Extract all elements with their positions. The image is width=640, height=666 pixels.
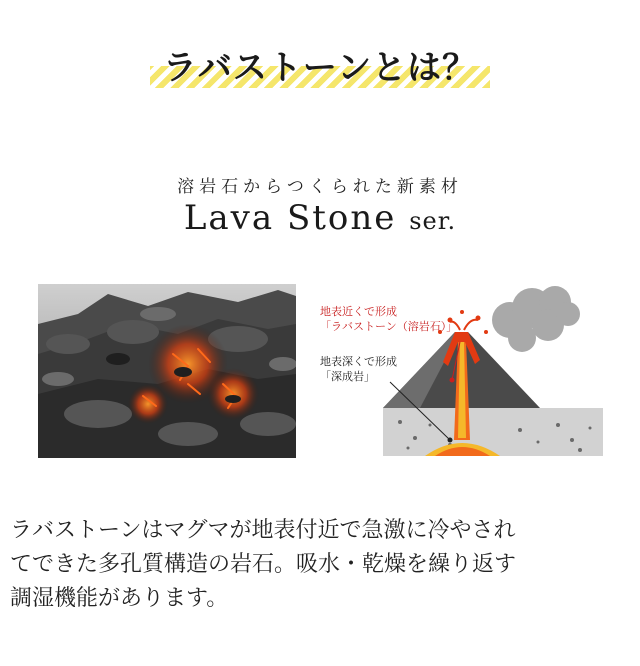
subtitle: 溶岩石からつくられた新素材 — [177, 177, 463, 197]
section-heading — [0, 30, 640, 100]
brand-name — [0, 198, 640, 238]
section-title: ラバストーンとは？ — [162, 48, 478, 88]
lava-rock-photo — [38, 284, 296, 458]
description-line3: 調湿機能があります。 — [10, 586, 229, 611]
label-deep — [320, 354, 397, 384]
brand-main: Lava Stone — [183, 198, 397, 238]
brand-suffix: ser. — [409, 207, 457, 235]
description-line1: ラバストーンはマグマが地表付近で急激に冷やされ — [10, 518, 516, 543]
description-line2: てできた多孔質構造の岩石。吸水・乾燥を繰り返す — [10, 552, 517, 577]
label-surface — [320, 304, 457, 334]
smoke-cloud — [492, 286, 580, 352]
label-deep-line1: 地表深くで形成 — [320, 355, 397, 368]
description — [10, 514, 632, 616]
label-surface-line2: 「ラバストーン（溶岩石）」 — [320, 320, 458, 333]
label-deep-line2: 「深成岩」 — [320, 370, 375, 383]
label-surface-line1: 地表近くで形成 — [320, 305, 397, 318]
